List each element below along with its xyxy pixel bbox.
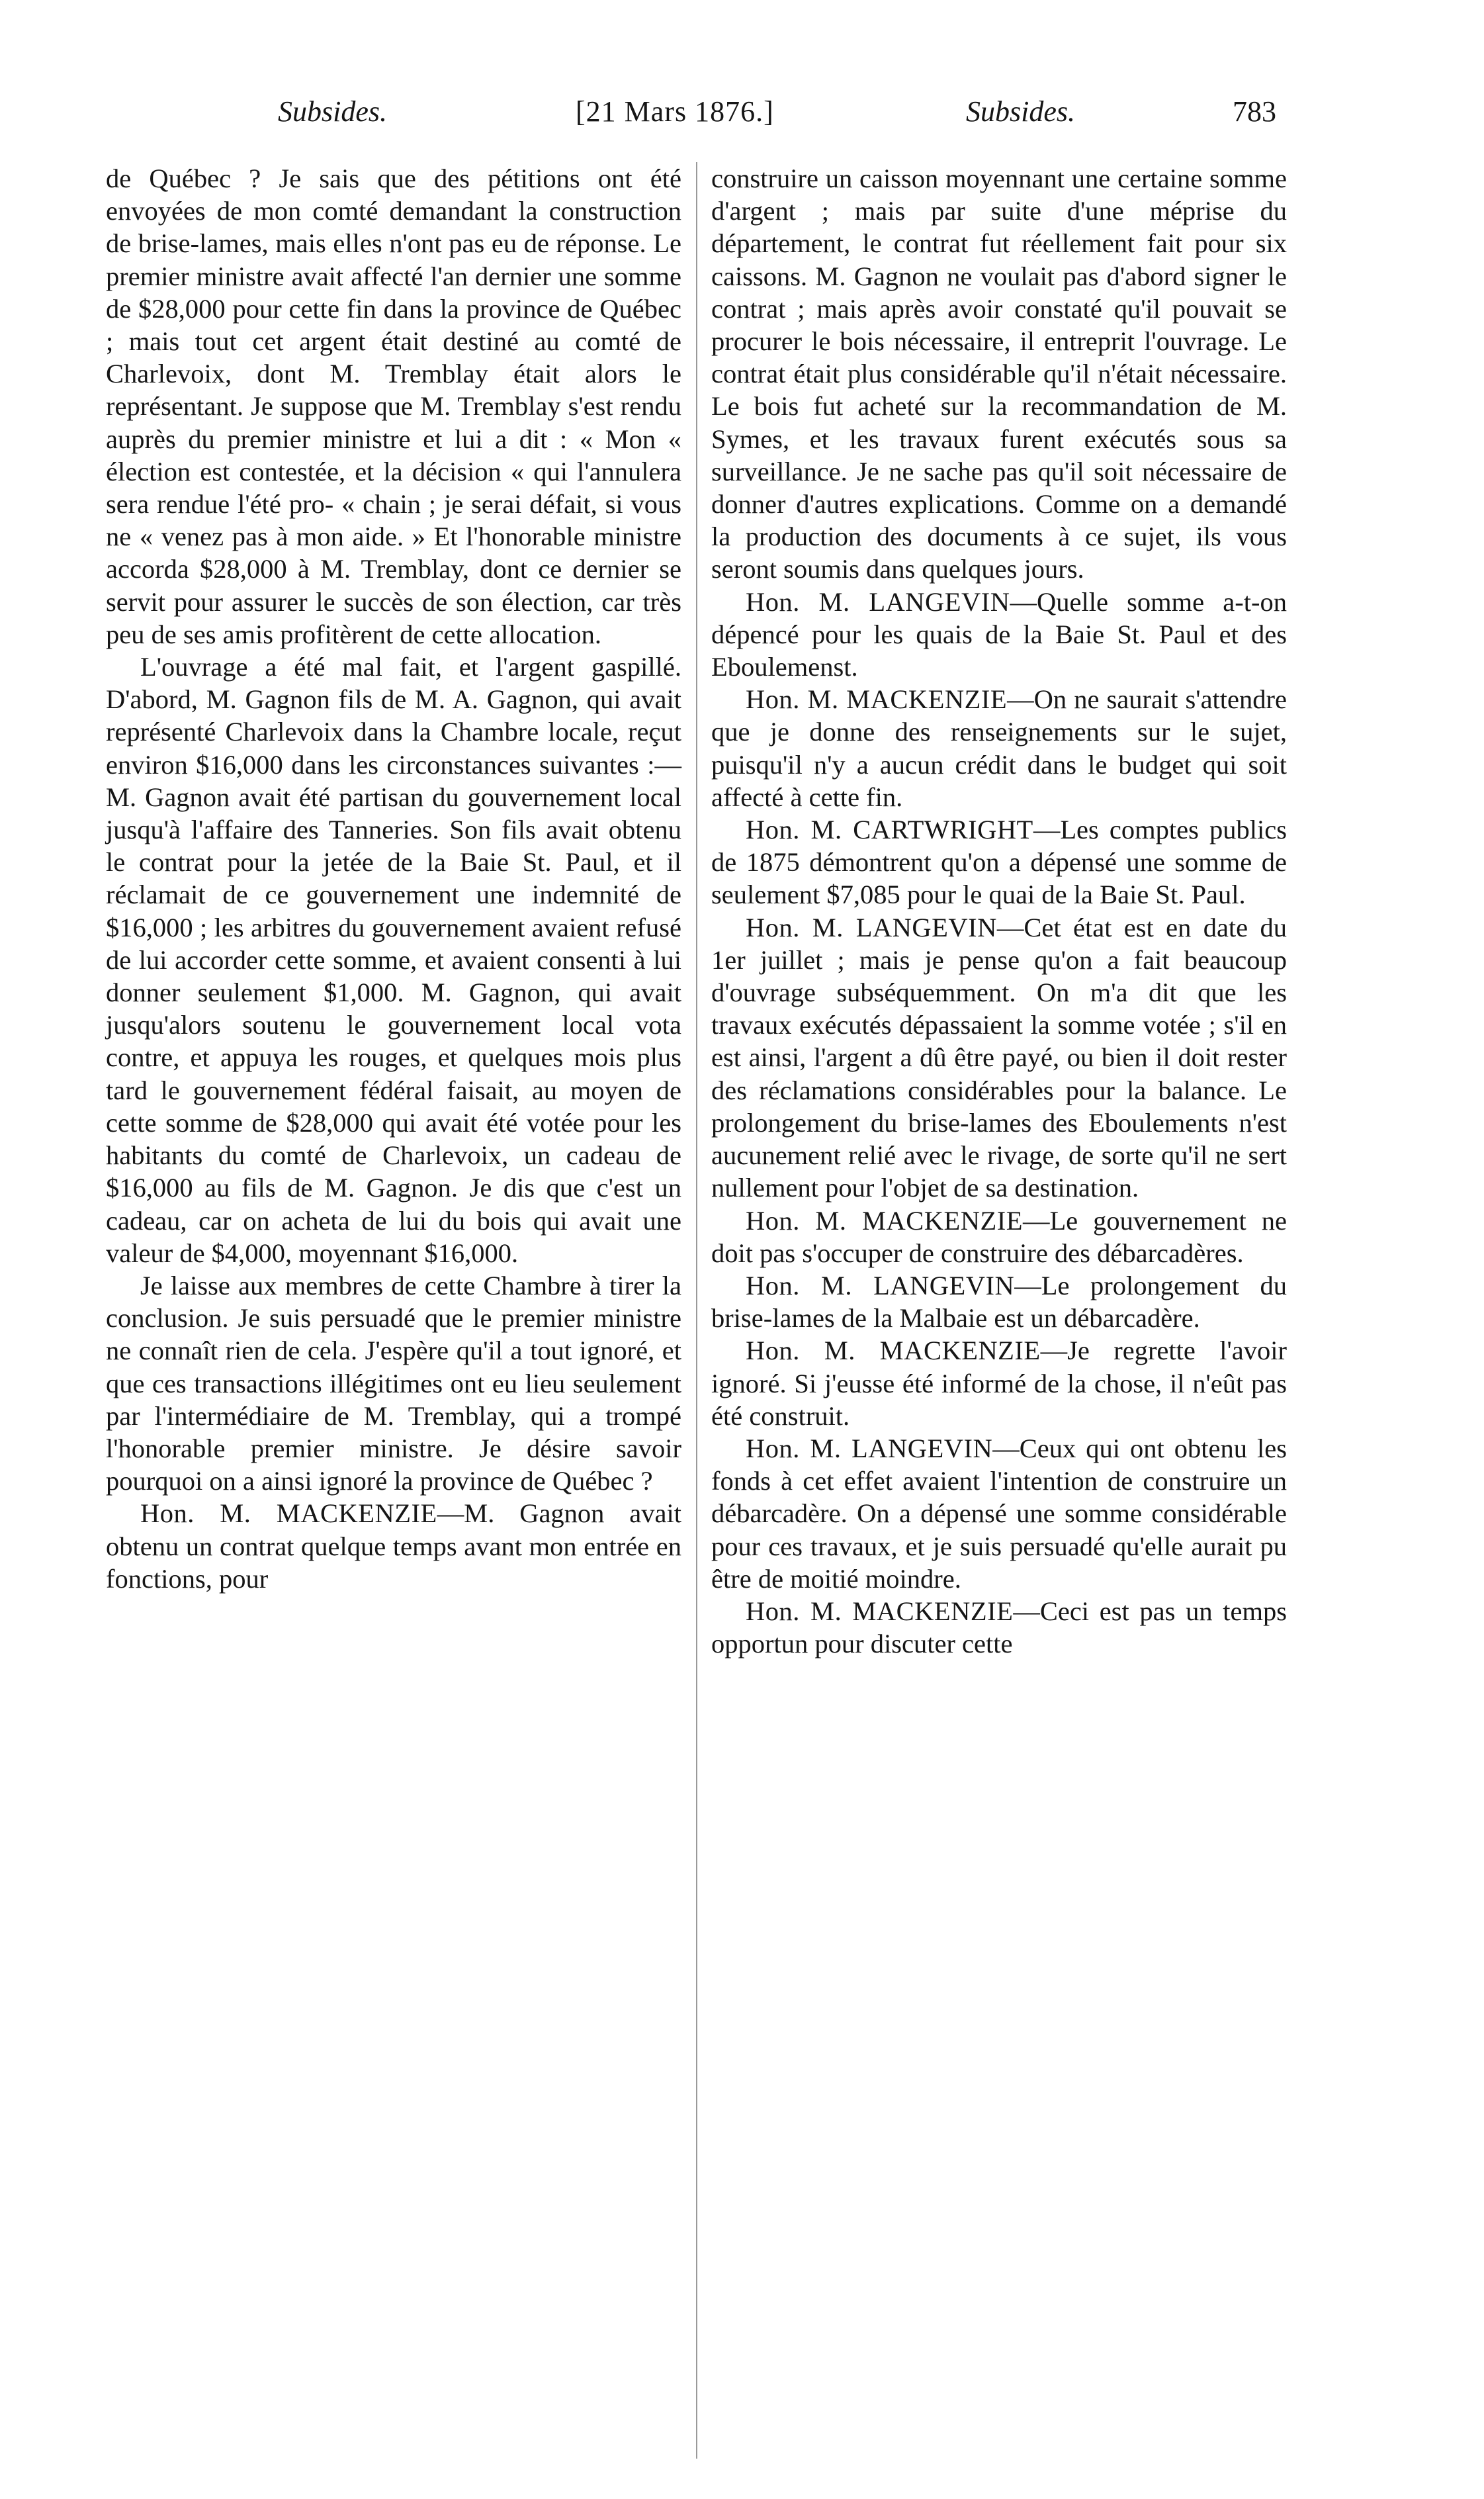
speaker-name: Hon. M. MACKENZIE [746,1205,1023,1236]
speech-text: —On ne saurait s'attendre que je donne des renseignements sur le sujet, puisqu'il n'y a aucun crédit dans le budget qui soit affecté à cette fin. [711,684,1287,812]
speech-paragraph [711,1269,1287,1334]
running-header [106,83,1323,146]
speech-paragraph [711,1334,1287,1432]
speech-text: —M. Gagnon avait obtenu un contrat quelque temps avant mon entrée en fonctions, pour [106,1498,681,1594]
speaker-name: Hon. M. LANGEVIN [746,586,1010,617]
speech-paragraph [711,911,1287,1204]
speech-paragraph [711,1432,1287,1595]
header-date: [21 Mars 1876.] [576,95,774,128]
paragraph: construire un caisson moyennant une certaine somme d'argent ; mais par suite d'une méprise du département, le contrat fut réellement fait pour six caissons. M. Gagnon ne voulait pas d'abord signer le contrat ; mais après avoir constaté qu'il pouvait se procurer le bois nécessaire, il entreprit l'ouvrage. Le contrat était plus considérable qu'il n'était nécessaire. Le bois fut acheté sur la recommandation de M. Symes, et les travaux furent exécutés sous sa surveillance. Je ne sache pas qu'il soit nécessaire de donner d'autres explications. Comme on a demandé la production des documents à ce sujet, ils vous seront soumis dans quelques jours. [711,163,1287,584]
speaker-name: Hon. M. MACKENZIE [140,1498,437,1529]
speaker-name: Hon. M. LANGEVIN [746,1433,993,1463]
speech-paragraph [106,1497,681,1595]
speaker-name: Hon. M. MACKENZIE [746,1596,1014,1626]
speaker-name: Hon. M. CARTWRIGHT [746,815,1033,845]
speech-text: —Ceux qui ont obtenu les fonds à cet effet avaient l'intention de construire un débarcadère. On a dépensé une somme considérable pour ces travaux, et je suis persuadé qu'elle aurait pu être de moitié moindre. [711,1433,1287,1594]
speech-text: —Quelle somme a-t-on dépencé pour les quais de la Baie St. Paul et des Eboulemenst. [711,586,1287,682]
paragraph: de Québec ? Je sais que des pétitions ont été envoyées de mon comté demandant la construction de brise-lames, mais elles n'ont pas eu de réponse. Le premier ministre avait affecté l'an dernier une somme de $28,000 pour cette fin dans la province de Québec ; mais tout cet argent était destiné au comté de Charlevoix, dont M. Tremblay était alors le représentant. Je suppose que M. Tremblay s'est rendu auprès du premier ministre et lui a dit : « Mon « élection est contestée, et la décision « qui l'annulera sera rendue l'été pro- « chain ; je serai défait, si vous ne « venez pas à mon aide. » Et l'honorable ministre accorda $28,000 à M. Tremblay, dont ce dernier se servit pour assurer le succès de son élection, car très peu de ses amis profitèrent de cette allocation. [106,163,681,649]
page-number: 783 [1233,95,1276,128]
speaker-name: Hon. M. LANGEVIN [746,1270,1015,1300]
speech-paragraph [711,683,1287,813]
speech-text: —Ceci est pas un temps opportun pour discuter cette [711,1596,1287,1659]
speech-text: —Les comptes publics de 1875 démontrent qu'on a dépensé une somme de seulement $7,085 pour le quai de la Baie St. Paul. [711,815,1287,910]
header-right-title: Subsides. [966,95,1075,128]
speaker-name: Hon. M. MACKENZIE [746,1336,1041,1366]
paragraph: L'ouvrage a été mal fait, et l'argent gaspillé. D'abord, M. Gagnon fils de M. A. Gagnon, qui avait représenté Charlevoix dans la Chambre locale, reçut environ $16,000 dans les circonstances suivantes :—M. Gagnon avait été partisan du gouvernement local jusqu'à l'affaire des Tanneries. Son fils avait obtenu le contrat pour la jetée de la Baie St. Paul, et il réclamait de ce gouvernement une indemnité de $16,000 ; les arbitres du gouvernement avaient refusé de lui accorder cette somme, et avaient consenti à lui donner seulement $1,000. M. Gagnon, qui avait jusqu'alors soutenu le gouvernement local vota contre, et appuya les rouges, et quelques mois plus tard le gouvernement fédéral faisait, au moyen de cette somme de $28,000 qui avait été votée pour les habitants du comté de Charlevoix, un cadeau de $16,000 au fils de M. Gagnon. Je dis que c'est un cadeau, car on acheta de lui du bois qui avait une valeur de $4,000, moyennant $16,000. [106,652,681,1268]
header-left-title: Subsides. [278,95,387,128]
speech-text: —Je regrette l'avoir ignoré. Si j'eusse été informé de la chose, il n'eût pas été construit. [711,1336,1287,1431]
speech-text: —Le prolongement du brise-lames de la Malbaie est un débarcadère. [711,1270,1287,1334]
speech-text: —Le gouvernement ne doit pas s'occuper de construire des débarcadères. [711,1205,1287,1268]
left-column [106,162,681,1595]
paragraph: Je laisse aux membres de cette Chambre à tirer la conclusion. Je suis persuadé que le premier ministre ne connaît rien de cela. J'espère qu'il a tout ignoré, et que ces transactions illégitimes ont eu lieu seulement par l'intermédiaire de M. Tremblay, qui a trompé l'honorable premier ministre. Je désire savoir pourquoi on a ainsi ignoré la province de Québec ? [106,1270,681,1496]
speech-paragraph [711,1204,1287,1269]
column-divider [696,162,697,2459]
speech-text: —Cet état est en date du 1er juillet ; mais je pense qu'on a fait beaucoup d'ouvrage subséquemment. On m'a dit que les travaux exécutés dépassaient la somme votée ; s'il en est ainsi, l'argent a dû être payé, ou bien il doit rester des réclamations considérables pour la balance. Le prolongement du brise-lames des Eboulements n'est aucunement relié avec le rivage, de sorte qu'il ne sert nullement pour l'objet de sa destination. [711,912,1287,1203]
speech-paragraph [711,813,1287,911]
right-column [711,162,1287,1660]
speaker-name: Hon. M. LANGEVIN [746,912,997,942]
speech-paragraph [711,1595,1287,1660]
speech-paragraph [711,586,1287,684]
speaker-name: Hon. M. MACKENZIE [746,684,1008,715]
